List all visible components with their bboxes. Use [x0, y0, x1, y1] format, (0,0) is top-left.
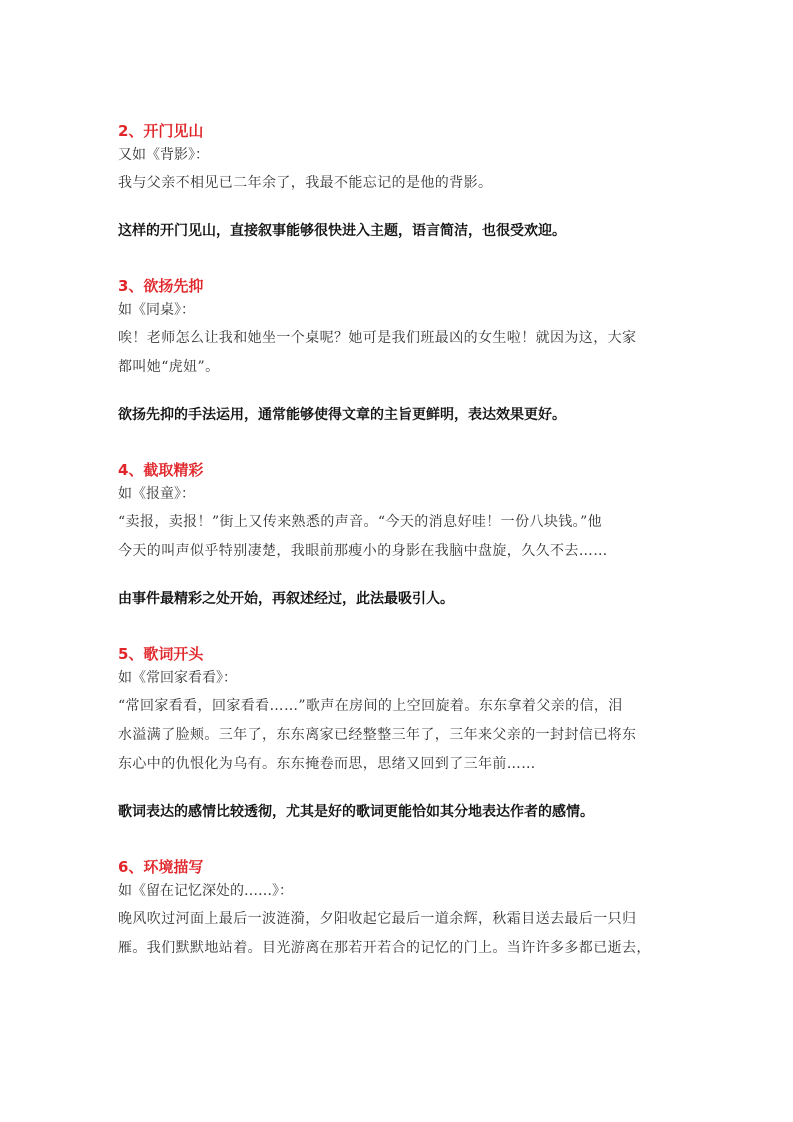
section-summary: 歌词表达的感情比较透彻，尤其是好的歌词更能恰如其分地表达作者的感情。 [118, 804, 594, 820]
section-suppress-then-praise [118, 275, 678, 426]
example-text: 我与父亲不相见已二年余了，我最不能忘记的是他的背影。 [118, 175, 493, 191]
section-heading: 3、欲扬先抑 [118, 277, 204, 295]
example-intro: 如《同桌》： [118, 302, 195, 318]
example-intro: 如《常回家看看》： [118, 670, 237, 686]
section-environment-description [118, 856, 678, 963]
example-text: 晚风吹过河面上最后一波涟漪，夕阳收起它最后一道余辉，秋霜目送去最后一只归 [118, 911, 637, 927]
example-intro: 又如《背影》： [118, 147, 209, 163]
example-text: 唉！老师怎么让我和她坐一个桌呢？她可是我们班最凶的女生啦！就因为这，大家 [118, 330, 637, 346]
section-heading: 2、开门见山 [118, 122, 204, 140]
section-heading: 4、截取精彩 [118, 461, 204, 479]
section-opening-directly [118, 120, 678, 242]
section-heading: 6、环境描写 [118, 858, 204, 876]
example-text: 今天的叫声似乎特别凄楚，我眼前那瘦小的身影在我脑中盘旋，久久不去…… [118, 543, 608, 559]
section-summary: 这样的开门见山，直接叙事能够很快进入主题，语言简洁，也很受欢迎。 [118, 223, 566, 239]
section-lyrics-opening [118, 643, 678, 823]
example-text: “卖报，卖报！”街上又传来熟悉的声音。“今天的消息好哇！一份八块钱。”他 [118, 514, 603, 530]
section-highlight-excerpt [118, 459, 678, 610]
example-text: 水溢满了脸颊。三年了，东东离家已经整整三年了，三年来父亲的一封封信已将东 [118, 727, 637, 743]
document-page [118, 120, 678, 963]
example-intro: 如《报童》： [118, 486, 195, 502]
example-intro: 如《留在记忆深处的……》： [118, 883, 293, 899]
example-text: 东心中的仇恨化为乌有。东东掩卷而思，思绪又回到了三年前…… [118, 756, 536, 772]
example-text: 雁。我们默默地站着。目光游离在那若开若合的记忆的门上。当许许多多都已逝去， [118, 940, 651, 956]
section-summary: 欲扬先抑的手法运用，通常能够使得文章的主旨更鲜明，表达效果更好。 [118, 407, 566, 423]
section-summary: 由事件最精彩之处开始，再叙述经过，此法最吸引人。 [118, 591, 454, 607]
example-text: 都叫她“虎妞”。 [118, 359, 220, 375]
section-heading: 5、歌词开头 [118, 645, 204, 663]
example-text: “常回家看看，回家看看……”歌声在房间的上空回旋着。东东拿着父亲的信，泪 [118, 698, 623, 714]
